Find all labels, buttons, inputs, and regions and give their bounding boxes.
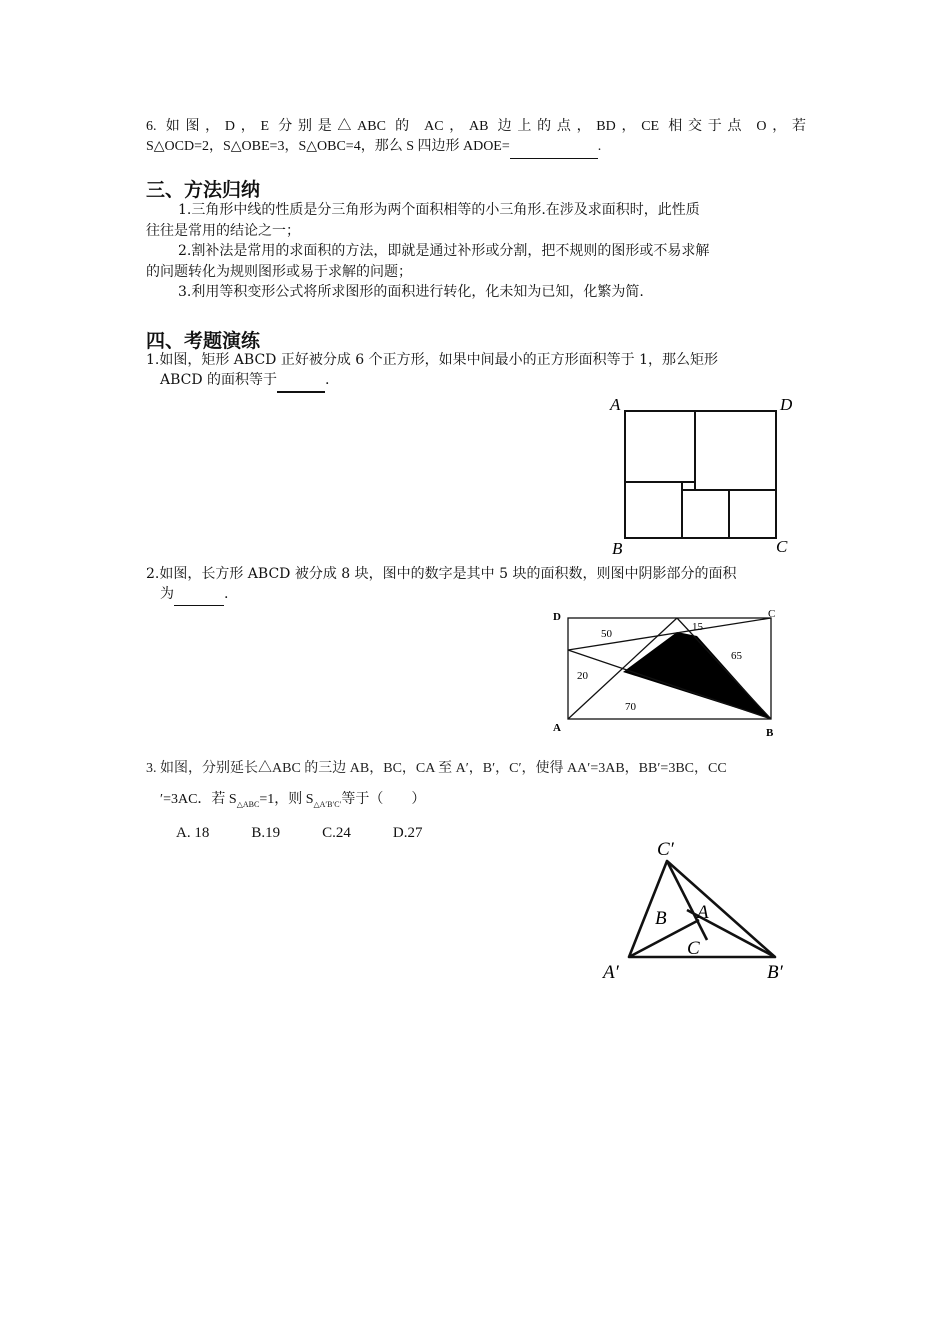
q3-line2-c: 等于（ ）	[341, 792, 426, 807]
q1-line2-text: ABCD 的面积等于	[160, 372, 278, 388]
fig1-outer-rect	[625, 411, 776, 538]
fig2-label-A: A	[553, 722, 561, 734]
fig2-area-70: 70	[625, 701, 636, 713]
q1-line1: 1.如图，矩形 ABCD 正好被分成 6 个正方形，如果中间最小的正方形面积等于 1，那么矩形	[146, 352, 719, 368]
q2-line2-text: 为	[160, 586, 174, 602]
q3-line2	[160, 789, 425, 816]
fig2-label-B: B	[766, 727, 774, 739]
q3-line2-b: =1，则 S	[259, 792, 314, 807]
fig2-label-C: C	[768, 608, 776, 620]
fig2-area-15: 15	[692, 621, 703, 633]
q3-sub-abc: △ABC	[236, 799, 260, 809]
option-c[interactable]: C.24	[322, 825, 351, 841]
option-b[interactable]: B.19	[251, 825, 281, 841]
fig3-label-C: C	[687, 938, 700, 959]
fig2-area-20: 20	[577, 670, 588, 682]
section3-item2a: 2.割补法是常用的求面积的方法，即就是通过补形或分割，把不规则的图形或不易求解	[178, 243, 710, 259]
fig1-label-B: B	[612, 539, 623, 558]
q6-line1: 6. 如图，D，E 分别是△ABC 的 AC，AB 边上的点，BD，CE 相交于点 O，若	[146, 119, 806, 134]
fig3-label-Aprime: A′	[603, 962, 619, 983]
fig3-label-Cprime: C′	[657, 839, 674, 860]
fig2-area-65: 65	[731, 650, 742, 662]
figure1-rectangle-squares	[600, 390, 830, 560]
q3-line1: 3. 如图，分别延长△ABC 的三边 AB，BC，CA 至 A′，B′，C′，使得 AA′=3AB，BB′=3BC，CC	[146, 761, 727, 776]
section3-item1a: 1.三角形中线的性质是分三角形为两个面积相等的小三角形.在涉及求面积时，此性质	[178, 202, 700, 218]
fig3-line	[667, 861, 707, 940]
fig1-label-A: A	[610, 395, 621, 414]
q1-end: .	[325, 372, 330, 388]
q2-end: .	[224, 586, 229, 602]
option-d[interactable]: D.27	[392, 825, 423, 841]
fig3-label-B: B	[655, 908, 667, 929]
section4-title: 四、考题演练	[146, 330, 261, 352]
section3-item3: 3.利用等积变形公式将所求图形的面积进行转化，化未知为已知，化繁为简.	[178, 284, 644, 300]
q1-answer-blank[interactable]	[277, 369, 325, 393]
q6-line2	[146, 136, 601, 159]
q6-line2-text: S△OCD=2，S△OBE=3，S△OBC=4，那么 S 四边形 ADOE=	[146, 139, 510, 154]
option-a[interactable]: A. 18	[176, 825, 210, 841]
fig1-label-D: D	[780, 395, 793, 414]
q1-line2	[160, 369, 330, 393]
fig2-shaded-region	[623, 632, 771, 719]
fig3-label-A: A	[697, 902, 709, 923]
q2-line1: 2.如图，长方形 ABCD 被分成 8 块，图中的数字是其中 5 块的面积数，则图中阴影部分的面积	[146, 566, 737, 582]
q2-line2	[160, 583, 228, 606]
fig2-area-50: 50	[601, 628, 612, 640]
q3-options	[176, 822, 464, 844]
figure2-rectangle-shaded	[545, 600, 795, 745]
q6-end: .	[597, 139, 602, 154]
fig1-label-C: C	[776, 537, 788, 556]
section3-item2b: 的问题转化为规则图形或易于求解的问题；	[146, 264, 412, 280]
q2-answer-blank[interactable]	[174, 583, 224, 606]
section3-title: 三、方法归纳	[146, 179, 261, 201]
q3-line2-a: ′=3AC．若 S	[160, 792, 237, 807]
q3-sub-apbpcp: △A′B′C′	[313, 799, 342, 809]
fig3-label-Bprime: B′	[767, 962, 783, 983]
fig2-label-D: D	[553, 611, 561, 623]
q6-answer-blank[interactable]	[510, 136, 598, 159]
section3-item1b: 往往是常用的结论之一；	[146, 223, 300, 239]
figure3-extended-triangle	[595, 830, 805, 990]
